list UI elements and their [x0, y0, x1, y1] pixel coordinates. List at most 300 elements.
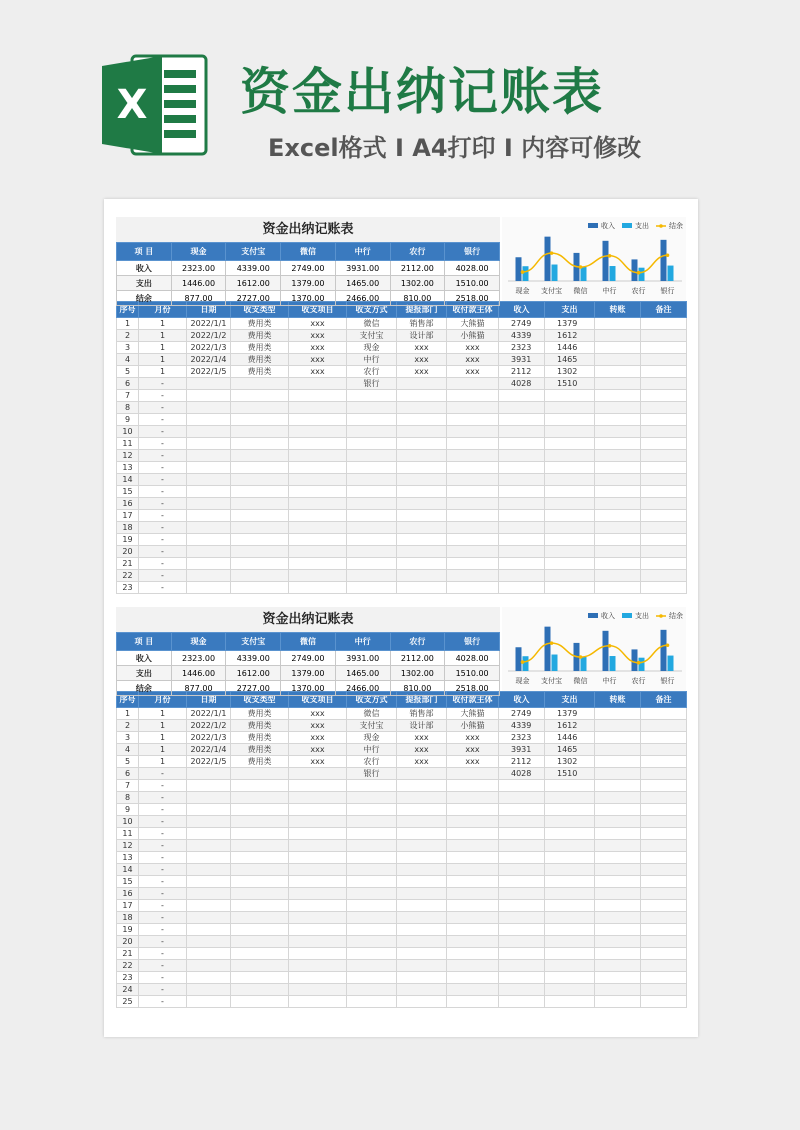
- ledger-cell[interactable]: [289, 510, 347, 522]
- ledger-cell[interactable]: [641, 438, 687, 450]
- ledger-cell[interactable]: [499, 438, 545, 450]
- ledger-cell[interactable]: [231, 780, 289, 792]
- ledger-cell[interactable]: [347, 558, 397, 570]
- ledger-cell[interactable]: [347, 474, 397, 486]
- ledger-cell[interactable]: [289, 780, 347, 792]
- ledger-cell[interactable]: [595, 426, 641, 438]
- ledger-cell[interactable]: xxx: [289, 744, 347, 756]
- ledger-cell[interactable]: [289, 402, 347, 414]
- ledger-cell[interactable]: [347, 570, 397, 582]
- ledger-cell[interactable]: [595, 708, 641, 720]
- ledger-cell[interactable]: [545, 852, 595, 864]
- ledger-cell[interactable]: [499, 486, 545, 498]
- ledger-cell[interactable]: 6: [117, 378, 139, 390]
- ledger-cell[interactable]: [289, 498, 347, 510]
- ledger-cell[interactable]: [231, 888, 289, 900]
- ledger-cell[interactable]: [347, 486, 397, 498]
- ledger-cell[interactable]: [641, 756, 687, 768]
- ledger-cell[interactable]: [499, 948, 545, 960]
- ledger-cell[interactable]: [447, 510, 499, 522]
- ledger-cell[interactable]: [447, 804, 499, 816]
- ledger-cell[interactable]: [397, 960, 447, 972]
- ledger-cell[interactable]: [545, 972, 595, 984]
- ledger-cell[interactable]: 2022/1/1: [187, 708, 231, 720]
- ledger-cell[interactable]: 1446: [545, 342, 595, 354]
- ledger-cell[interactable]: [347, 840, 397, 852]
- ledger-cell[interactable]: 农行: [347, 366, 397, 378]
- ledger-cell[interactable]: [641, 924, 687, 936]
- ledger-cell[interactable]: [397, 378, 447, 390]
- ledger-cell[interactable]: 1: [139, 354, 187, 366]
- ledger-cell[interactable]: [397, 474, 447, 486]
- ledger-cell[interactable]: [641, 402, 687, 414]
- ledger-cell[interactable]: [187, 510, 231, 522]
- ledger-cell[interactable]: [641, 804, 687, 816]
- ledger-cell[interactable]: [595, 828, 641, 840]
- ledger-cell[interactable]: -: [139, 498, 187, 510]
- ledger-cell[interactable]: -: [139, 912, 187, 924]
- ledger-cell[interactable]: [595, 924, 641, 936]
- ledger-cell[interactable]: [545, 828, 595, 840]
- ledger-cell[interactable]: [641, 498, 687, 510]
- ledger-cell[interactable]: [347, 522, 397, 534]
- ledger-cell[interactable]: [187, 498, 231, 510]
- ledger-cell[interactable]: [499, 390, 545, 402]
- ledger-cell[interactable]: [347, 450, 397, 462]
- ledger-cell[interactable]: [231, 972, 289, 984]
- ledger-cell[interactable]: [595, 816, 641, 828]
- ledger-cell[interactable]: -: [139, 414, 187, 426]
- ledger-cell[interactable]: [397, 876, 447, 888]
- ledger-cell[interactable]: [187, 474, 231, 486]
- ledger-cell[interactable]: -: [139, 486, 187, 498]
- ledger-cell[interactable]: xxx: [447, 732, 499, 744]
- ledger-cell[interactable]: [595, 462, 641, 474]
- ledger-cell[interactable]: [641, 768, 687, 780]
- ledger-cell[interactable]: [231, 816, 289, 828]
- ledger-cell[interactable]: 费用类: [231, 720, 289, 732]
- ledger-cell[interactable]: [641, 534, 687, 546]
- ledger-cell[interactable]: [595, 960, 641, 972]
- ledger-cell[interactable]: [499, 996, 545, 1008]
- ledger-cell[interactable]: [641, 864, 687, 876]
- ledger-cell[interactable]: -: [139, 840, 187, 852]
- ledger-cell[interactable]: [231, 900, 289, 912]
- ledger-cell[interactable]: [447, 828, 499, 840]
- ledger-cell[interactable]: 2022/1/4: [187, 354, 231, 366]
- ledger-cell[interactable]: [545, 780, 595, 792]
- ledger-cell[interactable]: [347, 510, 397, 522]
- ledger-cell[interactable]: [595, 558, 641, 570]
- ledger-cell[interactable]: [231, 414, 289, 426]
- ledger-cell[interactable]: [499, 972, 545, 984]
- ledger-cell[interactable]: [187, 546, 231, 558]
- ledger-cell[interactable]: [447, 876, 499, 888]
- ledger-cell[interactable]: [499, 582, 545, 594]
- ledger-cell[interactable]: [447, 546, 499, 558]
- ledger-cell[interactable]: xxx: [397, 744, 447, 756]
- ledger-cell[interactable]: -: [139, 558, 187, 570]
- ledger-cell[interactable]: 1446: [545, 732, 595, 744]
- ledger-cell[interactable]: [595, 582, 641, 594]
- ledger-cell[interactable]: xxx: [289, 354, 347, 366]
- ledger-cell[interactable]: [347, 816, 397, 828]
- ledger-cell[interactable]: -: [139, 996, 187, 1008]
- ledger-cell[interactable]: [595, 840, 641, 852]
- ledger-cell[interactable]: [187, 378, 231, 390]
- ledger-cell[interactable]: [447, 924, 499, 936]
- ledger-cell[interactable]: [397, 840, 447, 852]
- ledger-cell[interactable]: [187, 852, 231, 864]
- ledger-cell[interactable]: 费用类: [231, 330, 289, 342]
- ledger-cell[interactable]: [347, 972, 397, 984]
- ledger-cell[interactable]: -: [139, 804, 187, 816]
- ledger-cell[interactable]: 中行: [347, 744, 397, 756]
- ledger-cell[interactable]: [447, 768, 499, 780]
- ledger-cell[interactable]: [545, 582, 595, 594]
- ledger-cell[interactable]: -: [139, 474, 187, 486]
- ledger-cell[interactable]: [499, 474, 545, 486]
- ledger-cell[interactable]: [397, 450, 447, 462]
- ledger-cell[interactable]: [347, 804, 397, 816]
- ledger-cell[interactable]: xxx: [397, 354, 447, 366]
- ledger-cell[interactable]: [595, 888, 641, 900]
- ledger-cell[interactable]: [641, 486, 687, 498]
- ledger-cell[interactable]: -: [139, 816, 187, 828]
- ledger-cell[interactable]: [187, 402, 231, 414]
- ledger-cell[interactable]: 现金: [347, 342, 397, 354]
- ledger-cell[interactable]: [499, 888, 545, 900]
- ledger-cell[interactable]: 2749: [499, 708, 545, 720]
- ledger-cell[interactable]: [397, 888, 447, 900]
- ledger-cell[interactable]: [231, 474, 289, 486]
- ledger-cell[interactable]: [641, 582, 687, 594]
- ledger-cell[interactable]: [447, 996, 499, 1008]
- ledger-cell[interactable]: [231, 864, 289, 876]
- ledger-cell[interactable]: [545, 816, 595, 828]
- ledger-cell[interactable]: [545, 390, 595, 402]
- ledger-cell[interactable]: [289, 948, 347, 960]
- ledger-cell[interactable]: [447, 426, 499, 438]
- ledger-cell[interactable]: [231, 534, 289, 546]
- ledger-cell[interactable]: 2022/1/5: [187, 756, 231, 768]
- ledger-cell[interactable]: 设计部: [397, 330, 447, 342]
- ledger-cell[interactable]: -: [139, 972, 187, 984]
- ledger-cell[interactable]: xxx: [289, 342, 347, 354]
- ledger-cell[interactable]: [641, 912, 687, 924]
- ledger-cell[interactable]: [641, 780, 687, 792]
- ledger-cell[interactable]: [231, 402, 289, 414]
- ledger-cell[interactable]: [231, 510, 289, 522]
- ledger-cell[interactable]: [447, 378, 499, 390]
- ledger-cell[interactable]: [641, 708, 687, 720]
- ledger-cell[interactable]: -: [139, 828, 187, 840]
- ledger-cell[interactable]: 4339: [499, 330, 545, 342]
- ledger-cell[interactable]: [397, 996, 447, 1008]
- ledger-cell[interactable]: [289, 864, 347, 876]
- ledger-cell[interactable]: [641, 996, 687, 1008]
- ledger-cell[interactable]: [641, 450, 687, 462]
- ledger-cell[interactable]: 银行: [347, 378, 397, 390]
- ledger-cell[interactable]: [289, 414, 347, 426]
- ledger-cell[interactable]: 大熊猫: [447, 708, 499, 720]
- ledger-cell[interactable]: 1: [139, 756, 187, 768]
- ledger-cell[interactable]: -: [139, 402, 187, 414]
- ledger-cell[interactable]: 费用类: [231, 732, 289, 744]
- ledger-cell[interactable]: [595, 330, 641, 342]
- ledger-cell[interactable]: [595, 414, 641, 426]
- ledger-cell[interactable]: 设计部: [397, 720, 447, 732]
- ledger-cell[interactable]: [231, 840, 289, 852]
- ledger-cell[interactable]: [641, 378, 687, 390]
- ledger-cell[interactable]: [289, 852, 347, 864]
- ledger-cell[interactable]: [641, 426, 687, 438]
- ledger-cell[interactable]: [595, 948, 641, 960]
- ledger-cell[interactable]: 5: [117, 756, 139, 768]
- ledger-cell[interactable]: 1379: [545, 318, 595, 330]
- ledger-cell[interactable]: [499, 570, 545, 582]
- ledger-cell[interactable]: [499, 498, 545, 510]
- ledger-cell[interactable]: [231, 852, 289, 864]
- ledger-cell[interactable]: 1379: [545, 708, 595, 720]
- ledger-cell[interactable]: -: [139, 900, 187, 912]
- ledger-cell[interactable]: 1612: [545, 330, 595, 342]
- ledger-cell[interactable]: [187, 390, 231, 402]
- ledger-cell[interactable]: 2022/1/4: [187, 744, 231, 756]
- ledger-cell[interactable]: [641, 474, 687, 486]
- ledger-cell[interactable]: -: [139, 462, 187, 474]
- ledger-cell[interactable]: [397, 948, 447, 960]
- ledger-cell[interactable]: [231, 462, 289, 474]
- ledger-cell[interactable]: [545, 792, 595, 804]
- ledger-cell[interactable]: xxx: [447, 342, 499, 354]
- ledger-cell[interactable]: [347, 900, 397, 912]
- ledger-cell[interactable]: [231, 984, 289, 996]
- ledger-cell[interactable]: [397, 864, 447, 876]
- ledger-cell[interactable]: [641, 366, 687, 378]
- ledger-cell[interactable]: [347, 852, 397, 864]
- ledger-cell[interactable]: [347, 984, 397, 996]
- ledger-cell[interactable]: [595, 366, 641, 378]
- ledger-cell[interactable]: [231, 960, 289, 972]
- ledger-cell[interactable]: [595, 570, 641, 582]
- ledger-cell[interactable]: 2022/1/3: [187, 732, 231, 744]
- ledger-cell[interactable]: [595, 342, 641, 354]
- ledger-cell[interactable]: [187, 462, 231, 474]
- ledger-cell[interactable]: [397, 804, 447, 816]
- ledger-cell[interactable]: [187, 582, 231, 594]
- ledger-cell[interactable]: 2022/1/2: [187, 720, 231, 732]
- ledger-cell[interactable]: [231, 936, 289, 948]
- ledger-cell[interactable]: [447, 852, 499, 864]
- ledger-cell[interactable]: -: [139, 948, 187, 960]
- ledger-cell[interactable]: [187, 570, 231, 582]
- ledger-cell[interactable]: [641, 972, 687, 984]
- ledger-cell[interactable]: [397, 402, 447, 414]
- ledger-cell[interactable]: [447, 960, 499, 972]
- ledger-cell[interactable]: [397, 912, 447, 924]
- ledger-cell[interactable]: [187, 996, 231, 1008]
- ledger-cell[interactable]: 微信: [347, 708, 397, 720]
- ledger-cell[interactable]: [595, 720, 641, 732]
- ledger-cell[interactable]: [641, 936, 687, 948]
- ledger-cell[interactable]: [641, 816, 687, 828]
- ledger-cell[interactable]: 2323: [499, 732, 545, 744]
- ledger-cell[interactable]: [595, 768, 641, 780]
- ledger-cell[interactable]: [289, 816, 347, 828]
- ledger-cell[interactable]: 费用类: [231, 318, 289, 330]
- ledger-cell[interactable]: [595, 876, 641, 888]
- ledger-cell[interactable]: [397, 426, 447, 438]
- ledger-cell[interactable]: [447, 840, 499, 852]
- ledger-cell[interactable]: [289, 390, 347, 402]
- ledger-cell[interactable]: [499, 924, 545, 936]
- ledger-cell[interactable]: [641, 720, 687, 732]
- ledger-cell[interactable]: -: [139, 546, 187, 558]
- ledger-cell[interactable]: 2: [117, 330, 139, 342]
- ledger-cell[interactable]: [499, 804, 545, 816]
- ledger-cell[interactable]: [289, 840, 347, 852]
- ledger-cell[interactable]: 费用类: [231, 708, 289, 720]
- ledger-cell[interactable]: 1: [139, 720, 187, 732]
- ledger-cell[interactable]: [187, 864, 231, 876]
- ledger-cell[interactable]: [595, 792, 641, 804]
- ledger-cell[interactable]: [289, 558, 347, 570]
- ledger-cell[interactable]: [447, 816, 499, 828]
- ledger-cell[interactable]: [347, 780, 397, 792]
- ledger-cell[interactable]: 4: [117, 744, 139, 756]
- ledger-cell[interactable]: [187, 522, 231, 534]
- ledger-cell[interactable]: [499, 450, 545, 462]
- ledger-cell[interactable]: [545, 912, 595, 924]
- ledger-cell[interactable]: [595, 402, 641, 414]
- ledger-cell[interactable]: [289, 912, 347, 924]
- ledger-cell[interactable]: [545, 570, 595, 582]
- ledger-cell[interactable]: [545, 498, 595, 510]
- ledger-cell[interactable]: [187, 912, 231, 924]
- ledger-cell[interactable]: [289, 876, 347, 888]
- ledger-cell[interactable]: [447, 474, 499, 486]
- ledger-cell[interactable]: [499, 558, 545, 570]
- ledger-cell[interactable]: [641, 390, 687, 402]
- ledger-cell[interactable]: [347, 792, 397, 804]
- ledger-cell[interactable]: [397, 570, 447, 582]
- ledger-cell[interactable]: [447, 402, 499, 414]
- ledger-cell[interactable]: [447, 414, 499, 426]
- ledger-cell[interactable]: [231, 546, 289, 558]
- ledger-cell[interactable]: [289, 534, 347, 546]
- ledger-cell[interactable]: [347, 828, 397, 840]
- ledger-cell[interactable]: 销售部: [397, 708, 447, 720]
- ledger-cell[interactable]: [231, 390, 289, 402]
- ledger-cell[interactable]: [641, 876, 687, 888]
- ledger-cell[interactable]: [595, 852, 641, 864]
- ledger-cell[interactable]: [641, 570, 687, 582]
- ledger-cell[interactable]: [545, 510, 595, 522]
- ledger-cell[interactable]: 费用类: [231, 366, 289, 378]
- ledger-cell[interactable]: [595, 780, 641, 792]
- ledger-cell[interactable]: [595, 936, 641, 948]
- ledger-cell[interactable]: [641, 888, 687, 900]
- ledger-cell[interactable]: [641, 414, 687, 426]
- ledger-cell[interactable]: [397, 522, 447, 534]
- ledger-cell[interactable]: xxx: [447, 744, 499, 756]
- ledger-cell[interactable]: [397, 792, 447, 804]
- ledger-cell[interactable]: [187, 840, 231, 852]
- ledger-cell[interactable]: [641, 732, 687, 744]
- ledger-cell[interactable]: [231, 876, 289, 888]
- ledger-cell[interactable]: [397, 510, 447, 522]
- ledger-cell[interactable]: [595, 984, 641, 996]
- ledger-cell[interactable]: [447, 486, 499, 498]
- ledger-cell[interactable]: [187, 828, 231, 840]
- ledger-cell[interactable]: [347, 876, 397, 888]
- ledger-cell[interactable]: -: [139, 792, 187, 804]
- ledger-cell[interactable]: [187, 936, 231, 948]
- ledger-cell[interactable]: -: [139, 960, 187, 972]
- ledger-cell[interactable]: [641, 330, 687, 342]
- ledger-cell[interactable]: 4339: [499, 720, 545, 732]
- ledger-cell[interactable]: 3931: [499, 744, 545, 756]
- ledger-cell[interactable]: xxx: [447, 756, 499, 768]
- ledger-cell[interactable]: [289, 936, 347, 948]
- ledger-cell[interactable]: [231, 498, 289, 510]
- ledger-cell[interactable]: 1302: [545, 756, 595, 768]
- ledger-cell[interactable]: [447, 972, 499, 984]
- ledger-cell[interactable]: 2112: [499, 756, 545, 768]
- ledger-cell[interactable]: [545, 426, 595, 438]
- ledger-cell[interactable]: 6: [117, 768, 139, 780]
- ledger-cell[interactable]: [231, 570, 289, 582]
- ledger-cell[interactable]: [499, 534, 545, 546]
- ledger-cell[interactable]: [499, 462, 545, 474]
- ledger-cell[interactable]: [231, 828, 289, 840]
- ledger-cell[interactable]: 2: [117, 720, 139, 732]
- ledger-cell[interactable]: [595, 390, 641, 402]
- ledger-cell[interactable]: 3931: [499, 354, 545, 366]
- ledger-cell[interactable]: [347, 426, 397, 438]
- ledger-cell[interactable]: [347, 534, 397, 546]
- ledger-cell[interactable]: [289, 828, 347, 840]
- ledger-cell[interactable]: [187, 426, 231, 438]
- ledger-cell[interactable]: [347, 414, 397, 426]
- ledger-cell[interactable]: [545, 534, 595, 546]
- ledger-cell[interactable]: [499, 852, 545, 864]
- ledger-cell[interactable]: [347, 960, 397, 972]
- ledger-cell[interactable]: 3: [117, 342, 139, 354]
- ledger-cell[interactable]: [187, 804, 231, 816]
- ledger-cell[interactable]: [447, 570, 499, 582]
- ledger-cell[interactable]: [595, 900, 641, 912]
- ledger-cell[interactable]: 1465: [545, 744, 595, 756]
- ledger-cell[interactable]: [289, 450, 347, 462]
- ledger-cell[interactable]: [289, 570, 347, 582]
- ledger-cell[interactable]: [397, 852, 447, 864]
- ledger-cell[interactable]: [595, 510, 641, 522]
- ledger-cell[interactable]: [545, 522, 595, 534]
- ledger-cell[interactable]: [397, 414, 447, 426]
- ledger-cell[interactable]: 农行: [347, 756, 397, 768]
- ledger-cell[interactable]: [397, 546, 447, 558]
- ledger-cell[interactable]: [397, 936, 447, 948]
- ledger-cell[interactable]: [641, 462, 687, 474]
- ledger-cell[interactable]: -: [139, 522, 187, 534]
- ledger-cell[interactable]: 2022/1/2: [187, 330, 231, 342]
- ledger-cell[interactable]: [545, 474, 595, 486]
- ledger-cell[interactable]: [595, 972, 641, 984]
- ledger-cell[interactable]: [447, 912, 499, 924]
- ledger-cell[interactable]: [231, 996, 289, 1008]
